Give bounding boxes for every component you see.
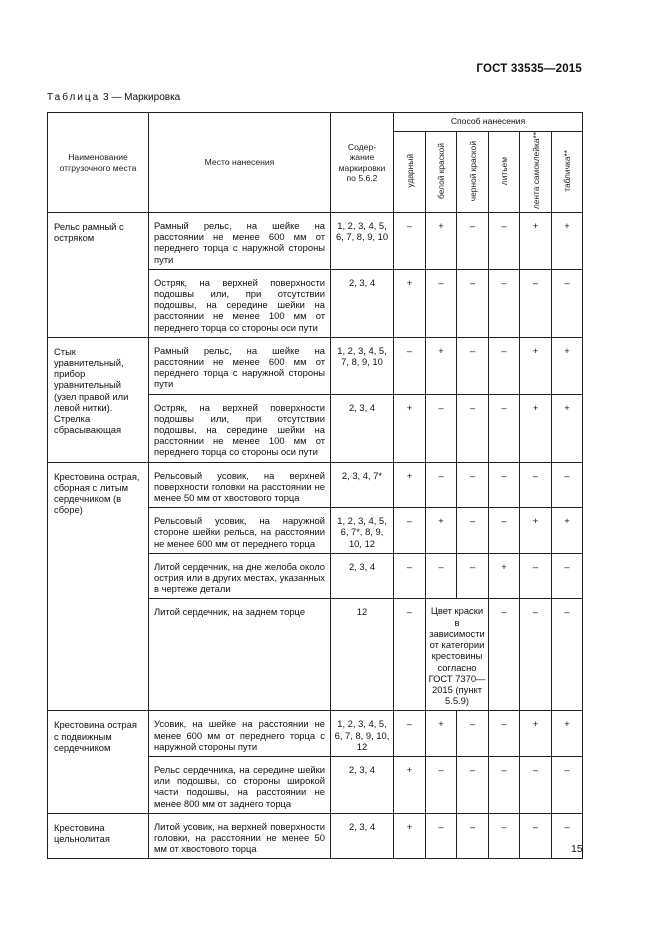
method-mark: – xyxy=(552,813,583,859)
marking-content: 2, 3, 4, 7* xyxy=(331,462,394,508)
header-method-casting: литьем xyxy=(489,132,520,213)
method-mark: + xyxy=(520,213,552,270)
method-mark: – xyxy=(489,508,520,554)
method-mark: – xyxy=(394,213,426,270)
header-method-plate: табличка** xyxy=(552,132,583,213)
method-mark: – xyxy=(552,599,583,711)
table-row xyxy=(48,711,583,757)
shipping-place-name: Рельс рамный с остряком xyxy=(48,213,149,338)
method-mark: + xyxy=(394,462,426,508)
method-mark: – xyxy=(426,394,457,462)
method-mark: – xyxy=(394,508,426,554)
marking-table xyxy=(47,112,583,859)
method-mark: + xyxy=(552,394,583,462)
table-caption-word: Таблица xyxy=(47,92,101,103)
application-place: Рельс сердечника, на середине шейки или подошвы, со стороны широкой части подошвы, на расстоянии не менее 800 мм от заднего торца xyxy=(149,756,331,813)
method-mark: – xyxy=(394,553,426,599)
method-mark: + xyxy=(426,213,457,270)
application-place: Остряк, на верхней поверхности подошвы или, при отсутствии подошвы, на середине шейки на расстоянии не менее 100 мм от переднего торца со стороны оси пути xyxy=(149,394,331,462)
header-marking-content: Содер-жание маркировки по 5.6.2 xyxy=(331,113,394,213)
marking-content: 2, 3, 4 xyxy=(331,553,394,599)
shipping-place-name: Стык уравнительный, прибор уравнительный (узел правой или левой нитки). Стрелка сбрасывающая xyxy=(48,337,149,462)
marking-content: 1, 2, 3, 4, 5, 6, 7*, 8, 9, 10, 12 xyxy=(331,508,394,554)
shipping-place-name: Крестовина острая, сборная с литым сердечником (в сборе) xyxy=(48,462,149,711)
method-mark: – xyxy=(426,553,457,599)
method-mark: – xyxy=(552,462,583,508)
method-mark: – xyxy=(552,269,583,337)
method-mark: + xyxy=(394,756,426,813)
method-mark: – xyxy=(489,813,520,859)
method-mark: + xyxy=(520,394,552,462)
marking-content: 2, 3, 4 xyxy=(331,756,394,813)
table-caption xyxy=(47,92,180,103)
method-mark: – xyxy=(489,337,520,394)
header-application-place: Место нанесения xyxy=(149,113,331,213)
method-mark: + xyxy=(552,337,583,394)
method-mark: – xyxy=(520,462,552,508)
method-mark: + xyxy=(520,711,552,757)
method-mark: + xyxy=(520,337,552,394)
header-method-impact: ударный xyxy=(394,132,426,213)
method-mark: – xyxy=(489,599,520,711)
marking-content: 1, 2, 3, 4, 5, 6, 7, 8, 9, 10 xyxy=(331,213,394,270)
method-mark: – xyxy=(552,553,583,599)
method-mark: – xyxy=(457,337,489,394)
paint-color-note: Цвет краски в зависимости от категории крестовины согласно ГОСТ 7370—2015 (пункт 5.5.9) xyxy=(426,599,489,711)
marking-content: 2, 3, 4 xyxy=(331,394,394,462)
method-mark: – xyxy=(457,462,489,508)
method-mark: – xyxy=(394,337,426,394)
shipping-place-name: Крестовина острая с подвижным сердечником xyxy=(48,711,149,813)
method-mark: + xyxy=(552,213,583,270)
application-place: Рамный рельс, на шейке на расстоянии не менее 600 мм от переднего торца с наружной стороны пути xyxy=(149,337,331,394)
table-caption-title: 3 — Маркировка xyxy=(100,92,181,103)
method-mark: – xyxy=(394,711,426,757)
header-method-adhesive-tape: лента самоклейка** xyxy=(520,132,552,213)
method-mark: – xyxy=(457,213,489,270)
method-mark: – xyxy=(552,756,583,813)
method-mark: + xyxy=(552,508,583,554)
method-mark: + xyxy=(552,711,583,757)
application-place: Литой сердечник, на дне желоба около острия или в других местах, указанных в чертеже детали xyxy=(149,553,331,599)
header-method-black-paint: черной краской xyxy=(457,132,489,213)
method-mark: + xyxy=(520,508,552,554)
method-mark: – xyxy=(426,269,457,337)
table-row xyxy=(48,337,583,394)
application-place: Литой сердечник, на заднем торце xyxy=(149,599,331,711)
header-application-method: Способ нанесения xyxy=(394,113,583,132)
method-mark: – xyxy=(426,813,457,859)
application-place: Рамный рельс, на шейке на расстоянии не менее 600 мм от переднего торца с наружной стороны пути xyxy=(149,213,331,270)
method-mark: + xyxy=(394,269,426,337)
header-shipping-place: Наименование отгрузочного места xyxy=(48,113,149,213)
method-mark: – xyxy=(457,394,489,462)
method-mark: – xyxy=(426,462,457,508)
method-mark: – xyxy=(489,394,520,462)
method-mark: + xyxy=(394,813,426,859)
method-mark: – xyxy=(489,756,520,813)
table-row xyxy=(48,813,583,859)
method-mark: – xyxy=(394,599,426,711)
method-mark: – xyxy=(457,269,489,337)
page-number: 15 xyxy=(571,843,583,855)
table-row xyxy=(48,213,583,270)
application-place: Усовик, на шейке на расстоянии не менее 600 мм от переднего торца с наружной стороны пути xyxy=(149,711,331,757)
application-place: Литой усовик, на верхней поверхности головки, на расстоянии не менее 50 мм от хвостового торца xyxy=(149,813,331,859)
method-mark: – xyxy=(457,553,489,599)
marking-content: 1, 2, 3, 4, 5, 7, 8, 9, 10 xyxy=(331,337,394,394)
document-standard-number: ГОСТ 33535—2015 xyxy=(476,63,582,75)
method-mark: – xyxy=(520,756,552,813)
method-mark: – xyxy=(457,711,489,757)
header-method-white-paint: белой краской xyxy=(426,132,457,213)
method-mark: – xyxy=(426,756,457,813)
method-mark: – xyxy=(520,813,552,859)
shipping-place-name: Крестовина цельнолитая xyxy=(48,813,149,859)
application-place: Остряк, на верхней поверхности подошвы или, при отсутствии подошвы, на середине шейки на расстоянии не менее 100 мм от переднего торца со стороны оси пути xyxy=(149,269,331,337)
table-row xyxy=(48,462,583,508)
method-mark: – xyxy=(520,269,552,337)
method-mark: + xyxy=(394,394,426,462)
application-place: Рельсовый усовик, на наружной стороне шейки рельса, на расстоянии не менее 600 мм от переднего торца xyxy=(149,508,331,554)
method-mark: – xyxy=(520,599,552,711)
marking-content: 12 xyxy=(331,599,394,711)
marking-content: 2, 3, 4 xyxy=(331,813,394,859)
method-mark: – xyxy=(489,711,520,757)
method-mark: – xyxy=(489,213,520,270)
method-mark: – xyxy=(457,508,489,554)
method-mark: + xyxy=(426,711,457,757)
method-mark: + xyxy=(489,553,520,599)
method-mark: – xyxy=(457,756,489,813)
marking-content: 2, 3, 4 xyxy=(331,269,394,337)
marking-content: 1, 2, 3, 4, 5, 6, 7, 8, 9, 10, 12 xyxy=(331,711,394,757)
method-mark: – xyxy=(489,462,520,508)
method-mark: – xyxy=(457,813,489,859)
application-place: Рельсовый усовик, на верхней поверхности головки на расстоянии не менее 50 мм от хвостового торца xyxy=(149,462,331,508)
method-mark: + xyxy=(426,337,457,394)
method-mark: – xyxy=(520,553,552,599)
method-mark: + xyxy=(426,508,457,554)
method-mark: – xyxy=(489,269,520,337)
